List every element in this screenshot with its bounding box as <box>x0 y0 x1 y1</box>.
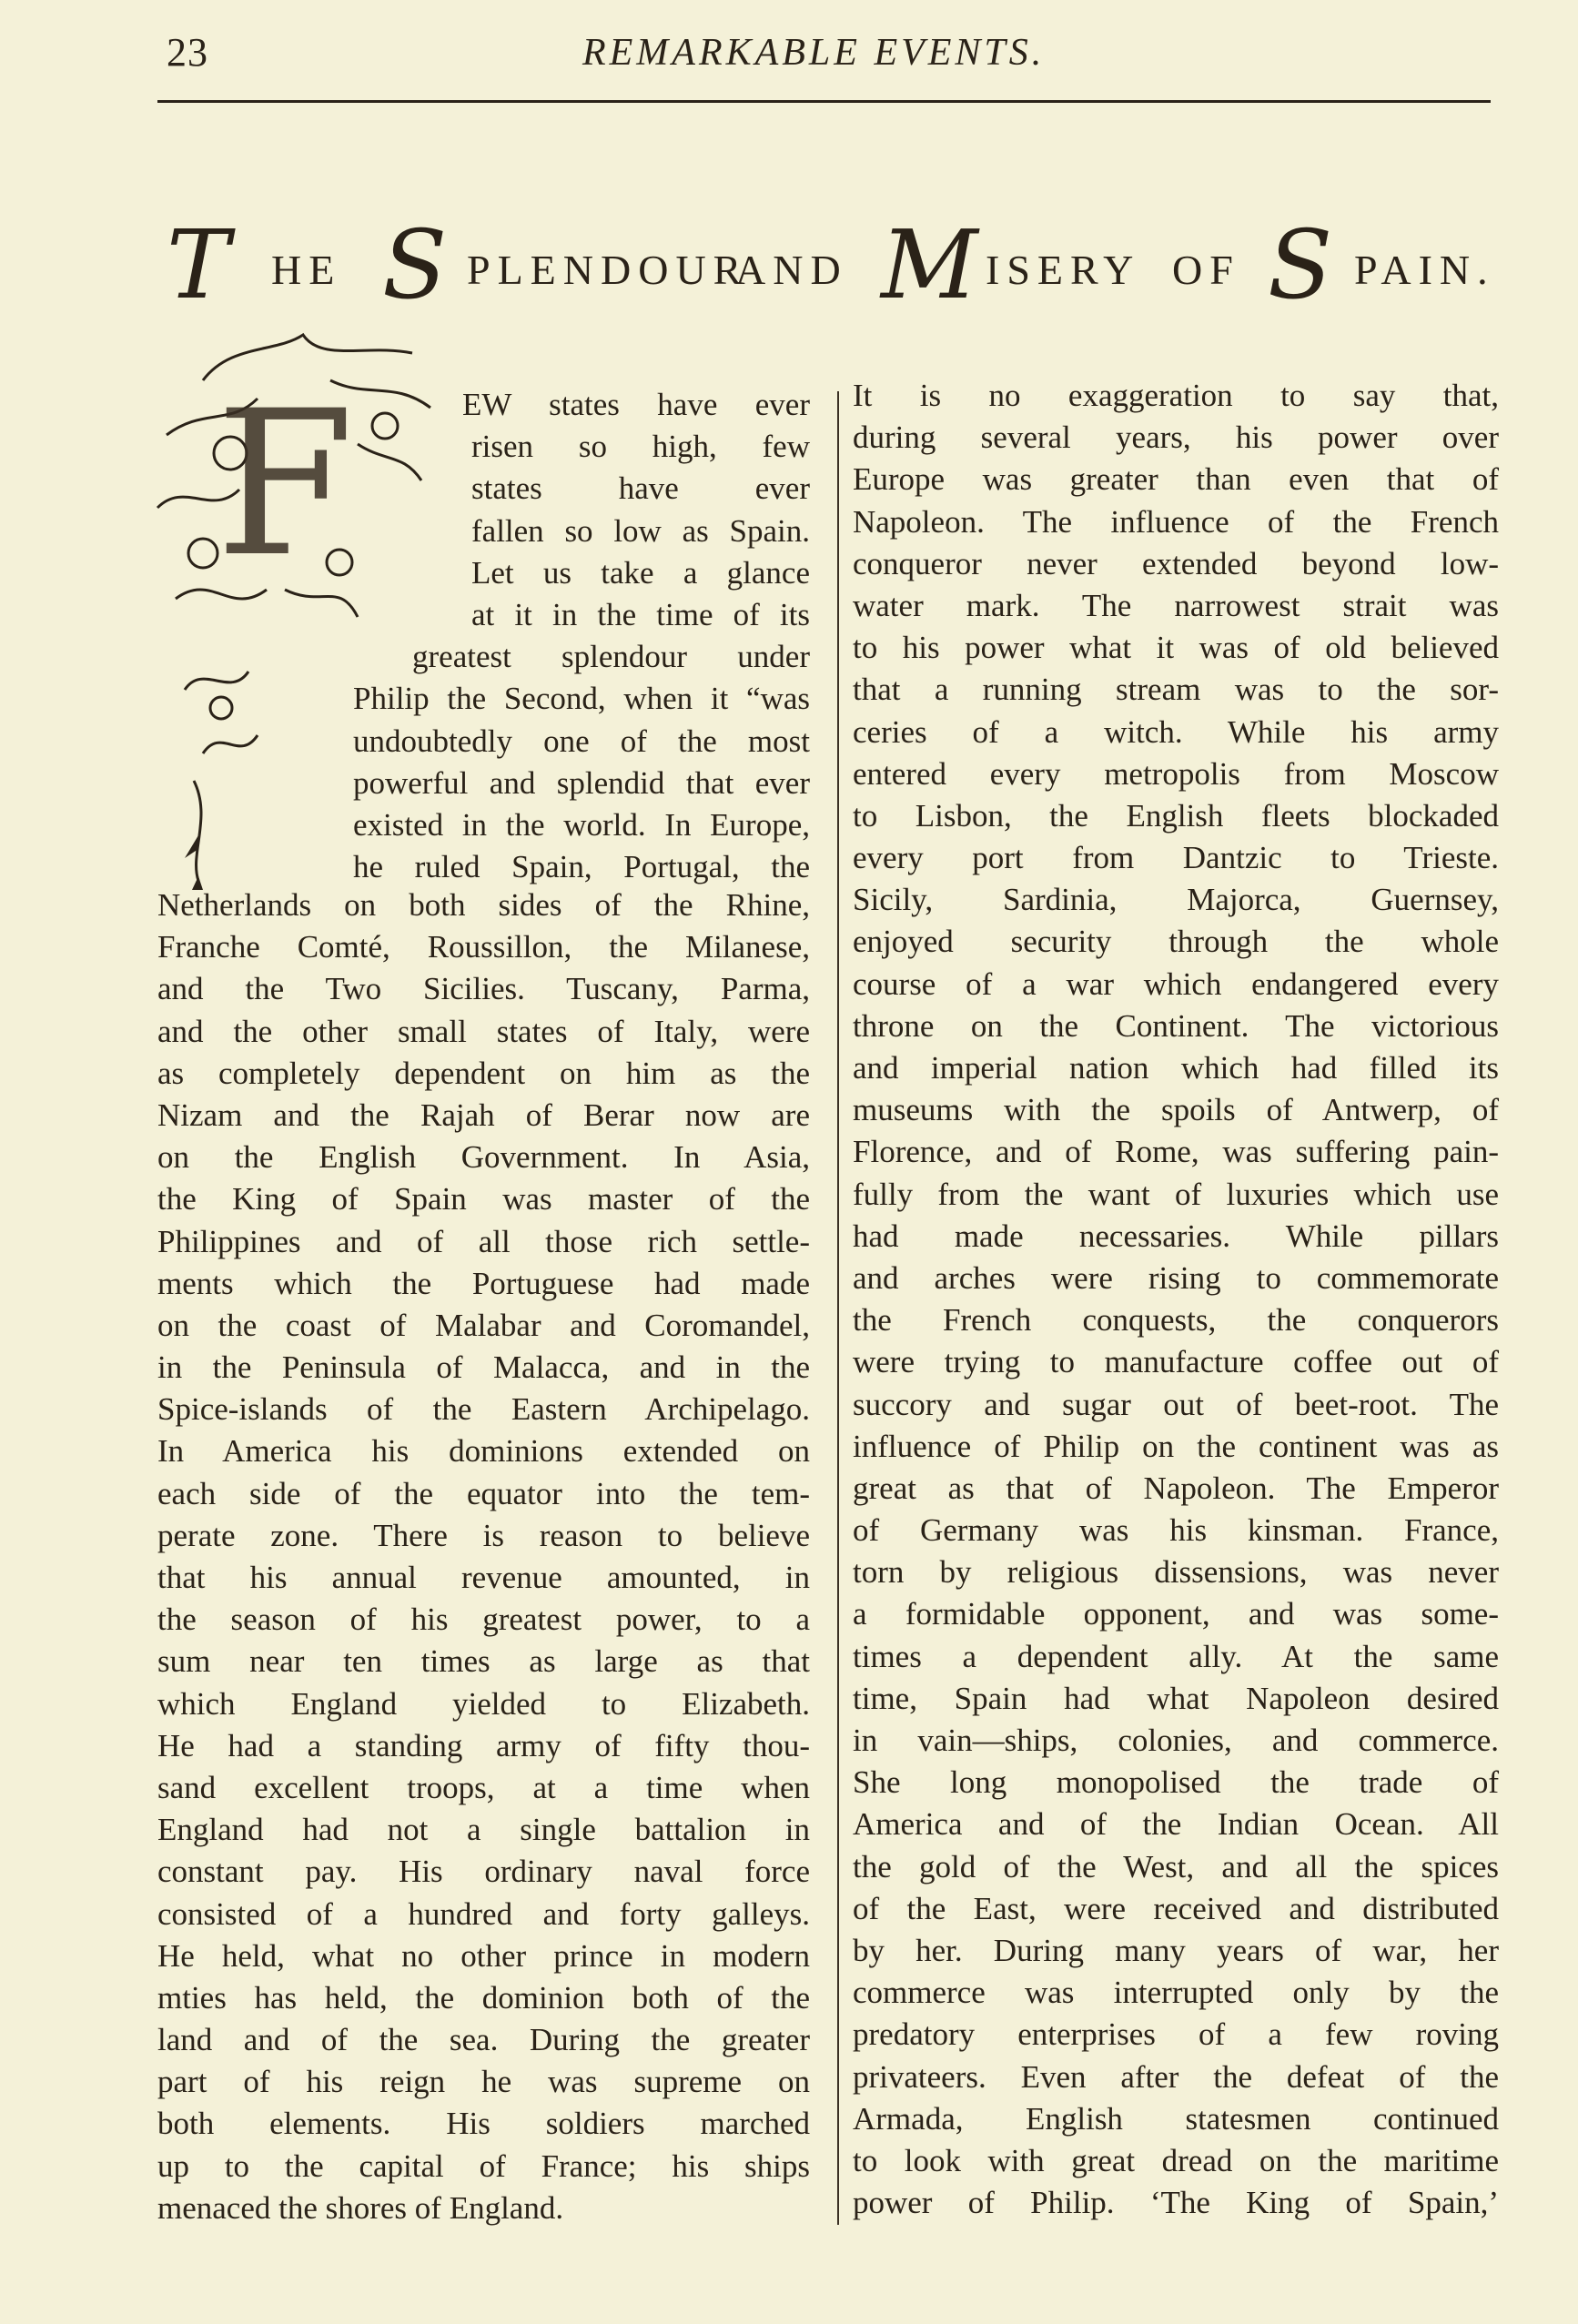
text-line: Europe was greater than even that of <box>853 461 1499 498</box>
text-line: influence of Philip on the continent was as <box>853 1428 1499 1464</box>
text-line: sand excellent troops, at a time when <box>157 1769 810 1805</box>
text-line: ments which the Portuguese had made <box>157 1265 810 1301</box>
text-line: and arches were rising to commemorate <box>853 1259 1499 1296</box>
left-column-wrapped-text <box>157 384 810 888</box>
chapter-title <box>167 209 1495 329</box>
text-line: sum near ten times as large as that <box>157 1643 810 1680</box>
text-line: the King of Spain was master of the <box>157 1181 810 1218</box>
text-line: Netherlands on both sides of the Rhine, <box>157 887 810 923</box>
text-line: greatest splendour under <box>412 639 810 675</box>
title-word-misery: ISERY <box>986 247 1141 293</box>
text-line: during several years, his power over <box>853 419 1499 456</box>
title-initial-s2: S <box>1268 209 1333 320</box>
text-line: and the other small states of Italy, were <box>157 1013 810 1049</box>
text-line: fallen so low as Spain. <box>471 512 810 549</box>
text-line: commerce was interrupted only by the <box>853 1975 1499 2011</box>
text-line: to his power what it was of old believed <box>853 630 1499 666</box>
left-column-text <box>157 884 810 2229</box>
text-line: and imperial nation which had filled its <box>853 1050 1499 1086</box>
text-line: Spice-islands of the Eastern Archipelago. <box>157 1391 810 1428</box>
title-initial-m: M <box>881 209 978 320</box>
text-line: risen so high, few <box>471 429 810 465</box>
text-line: constant pay. His ordinary naval force <box>157 1854 810 1890</box>
text-line: enjoyed security through the whole <box>853 924 1499 960</box>
text-line: He held, what no other prince in modern <box>157 1937 810 1974</box>
text-line: by her. During many years of war, her <box>853 1932 1499 1968</box>
text-line: up to the capital of France; his ships <box>157 2147 810 2184</box>
text-line: Napoleon. The influence of the French <box>853 503 1499 540</box>
text-line: In America his dominions extended on <box>157 1433 810 1470</box>
text-line: to Lisbon, the English fleets blockaded <box>853 797 1499 834</box>
text-line: museums with the spoils of Antwerp, of <box>853 1092 1499 1128</box>
text-line: ceries of a witch. While his army <box>853 713 1499 750</box>
text-line: a formidable opponent, and was some- <box>853 1596 1499 1632</box>
text-line: Franche Comté, Roussillon, the Milanese, <box>157 929 810 965</box>
text-line: Sicily, Sardinia, Majorca, Guernsey, <box>853 882 1499 918</box>
text-line: that a running stream was to the sor- <box>853 672 1499 708</box>
text-line: undoubtedly one of the most <box>353 722 810 759</box>
text-line: both elements. His soldiers marched <box>157 2106 810 2142</box>
text-line: torn by religious dissensions, was never <box>853 1554 1499 1591</box>
text-line: succory and sugar out of beet-root. The <box>853 1386 1499 1422</box>
text-line: he ruled Spain, Portugal, the <box>353 849 810 885</box>
text-line: had made necessaries. While pillars <box>853 1218 1499 1254</box>
text-line: conqueror never extended beyond low- <box>853 545 1499 581</box>
text-line: on the English Government. In Asia, <box>157 1139 810 1176</box>
text-line: each side of the equator into the tem- <box>157 1475 810 1511</box>
text-line: water mark. The narrowest strait was <box>853 587 1499 623</box>
text-line: in vain—ships, colonies, and commerce. <box>853 1723 1499 1758</box>
text-line: It is no exaggeration to say that, <box>853 378 1499 413</box>
text-line: in the Peninsula of Malacca, and in the <box>157 1349 810 1386</box>
text-line: that his annual revenue amounted, in <box>157 1560 810 1595</box>
title-initial-t: T <box>167 209 230 320</box>
text-line: Let us take a glance <box>471 554 810 591</box>
text-line: perate zone. There is reason to believe <box>157 1517 810 1553</box>
text-line: EW states have ever <box>462 387 810 422</box>
text-line: every port from Dantzic to Trieste. <box>853 840 1499 876</box>
title-word-spain: PAIN. <box>1354 247 1495 293</box>
text-line: Florence, and of Rome, was suffering pain- <box>853 1134 1499 1170</box>
right-column-text <box>853 375 1499 2224</box>
text-line: predatory enterprises of a few roving <box>853 2016 1499 2053</box>
text-line: fully from the want of luxuries which use <box>853 1176 1499 1212</box>
text-line: great as that of Napoleon. The Emperor <box>853 1470 1499 1506</box>
text-line: England had not a single battalion in <box>157 1812 810 1848</box>
text-line: part of his reign he was supreme on <box>157 2064 810 2100</box>
text-line: Philip the Second, when it “was <box>353 681 810 717</box>
text-line: He had a standing army of fifty thou- <box>157 1727 810 1763</box>
text-line: the French conquests, the conquerors <box>853 1302 1499 1339</box>
title-word-the: HE <box>271 247 342 293</box>
text-line: and the Two Sicilies. Tuscany, Parma, <box>157 971 810 1007</box>
page-number: 23 <box>167 30 208 75</box>
title-word-of: OF <box>1172 247 1240 293</box>
text-line: course of a war which endangered every <box>853 965 1499 1002</box>
title-word-splendour: PLENDOUR <box>467 247 749 293</box>
text-line: She long monopolised the trade of <box>853 1764 1499 1801</box>
text-line: of Germany was his kinsman. France, <box>853 1512 1499 1549</box>
initial-letter: F <box>215 368 355 601</box>
text-line: on the coast of Malabar and Coromandel, <box>157 1307 810 1343</box>
text-line: America and of the Indian Ocean. All <box>853 1806 1499 1843</box>
text-line: at it in the time of its <box>471 596 810 632</box>
text-line: times a dependent ally. At the same <box>853 1638 1499 1674</box>
text-line: the season of his greatest power, to a <box>157 1602 810 1638</box>
text-line: Armada, English statesmen continued <box>853 2100 1499 2137</box>
text-line: which England yielded to Elizabeth. <box>157 1685 810 1722</box>
title-word-and: AND <box>735 247 848 293</box>
text-line: entered every metropolis from Moscow <box>853 755 1499 792</box>
text-line: time, Spain had what Napoleon desired <box>853 1680 1499 1716</box>
text-line: menaced the shores of England. <box>157 2189 564 2226</box>
text-line: land and of the sea. During the greater <box>157 2022 810 2058</box>
header-rule <box>157 100 1491 103</box>
text-line: mties has held, the dominion both of the <box>157 1979 810 2016</box>
text-line: throne on the Continent. The victorious <box>853 1007 1499 1044</box>
running-title: REMARKABLE EVENTS. <box>582 32 1046 74</box>
text-line: existed in the world. In Europe, <box>353 806 810 843</box>
text-line: states have ever <box>471 470 810 507</box>
text-line: powerful and splendid that ever <box>353 764 810 801</box>
text-line: privateers. Even after the defeat of the <box>853 2058 1499 2095</box>
text-line: power of Philip. ‘The King of Spain,’ <box>853 2185 1499 2221</box>
title-initial-s1: S <box>382 209 448 320</box>
text-line: Nizam and the Rajah of Berar now are <box>157 1096 810 1133</box>
text-line: of the East, were received and distributed <box>853 1890 1499 1926</box>
column-divider <box>837 391 839 2225</box>
text-line: were trying to manufacture coffee out of <box>853 1344 1499 1380</box>
text-line: the gold of the West, and all the spices <box>853 1848 1499 1884</box>
text-line: as completely dependent on him as the <box>157 1055 810 1091</box>
text-line: consisted of a hundred and forty galleys. <box>157 1895 810 1932</box>
text-line: Philippines and of all those rich settle- <box>157 1223 810 1259</box>
text-line: to look with great dread on the maritime <box>853 2142 1499 2178</box>
